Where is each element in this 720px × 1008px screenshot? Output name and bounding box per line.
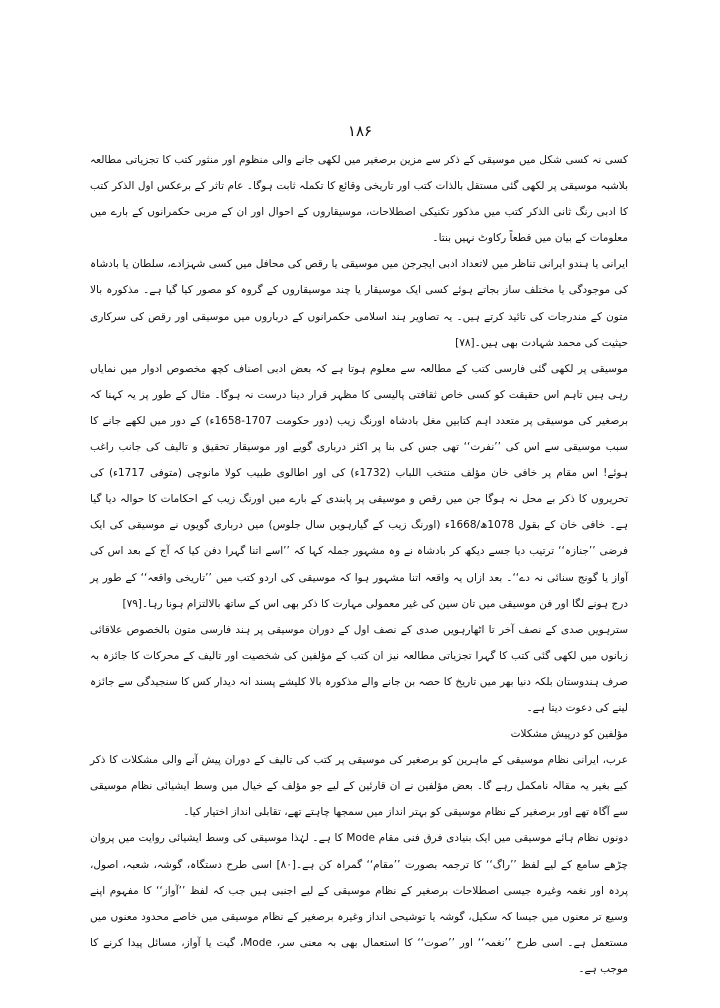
paragraph: سترہویں صدی کے نصف آخر تا اٹھارہویں صدی کے نصف اول کے دوران موسیقی پر ہند فارسی متون بالخصوص علاقائی زبانوں میں لکھی گئی کتب کا گہرا تجزیاتی مطالعہ نیز ان کتب کے مؤلفین کی شخصیت اور تالیف کے محرکات کا جائزہ بہ صرف ہندوستان بلکہ دنیا بھر میں تاریخ کا حصہ بن جانے والے مذکورہ بالا کلیشے پسند انہ دیدار کس کا سنجیدگی سے جائزہ لینے کی دعوت دیتا ہے۔ [90, 623, 628, 714]
page-number: ۱۸۶ [347, 122, 373, 140]
paragraph: عرب، ایرانی نظام موسیقی کے ماہرین کو برصغیر کی موسیقی پر کتب کی تالیف کے دوران پیش آنے والی مشکلات کا ذکر کیے بغیر یہ مقالہ نامکمل رہے گا۔ بعض مؤلفین نے ان قارئین کے لیے جو مؤلف کے خیال میں وسط ایشیائی نظام موسیقی سے آگاہ تھے اور برصغیر کے نظام موسیقی کو بہتر انداز میں سمجھا چاہتے تھے، تقابلی انداز اختیار کیا۔ [90, 754, 628, 819]
paragraph: دونوں نظام ہائے موسیقی میں ایک بنیادی فرق فنی مقام Mode کا ہے۔ لہٰذا موسیقی کی وسط ایشیائی روایت میں پروان چڑھے سامع کے لیے لفظ ’’راگ‘‘ کا ترجمہ بصورت ’’مقام‘‘ گمراہ کن ہے۔[۸۰] اسی طرح دستگاہ، گوشہ، شعبہ، اصول، پردہ اور نغمہ وغیرہ جیسی اصطلاحات برصغیر کے نظام موسیقی کے لیے اجنبی ہیں جب کہ لفظ ’’آواز‘‘ کا مفہوم اپنے وسیع تر معنوں میں جیسا کہ سکیل، گوشہ یا توشیحی انداز وغیرہ برصغیر کے نظام موسیقی میں خاصے محدود معنوں میں مستعمل ہے۔ اسی طرح ’’نغمہ‘‘ اور ’’صوت‘‘ کا استعمال بھی بہ معنی سر، Mode، گیت یا آواز، مسائل پیدا کرنے کا موجب ہے۔ [90, 832, 628, 975]
section-heading: مؤلفین کو درپیش مشکلات [510, 728, 628, 741]
document-body [90, 147, 628, 982]
paragraph: کسی نہ کسی شکل میں موسیقی کے ذکر سے مزین برصغیر میں لکھی جانے والی منظوم اور منثور کتب کا تجزیاتی مطالعہ بلاشبہ موسیقی پر لکھی گئی مستقل بالذات کتب اور تاریخی وقائع کا تکملہ ثابت ہوگا۔ عام تاثر کے برعکس اول الذکر کتب کا ادبی رنگ ثانی الذکر کتب میں مذکور تکنیکی اصطلاحات، موسیقاروں کے احوال اور ان کے مربی حکمرانوں کے بارے میں معلومات کے بیان میں قطعاً رکاوٹ نہیں بنتا۔ [90, 154, 628, 245]
paragraph: موسیقی پر لکھی گئی فارسی کتب کے مطالعہ سے معلوم ہوتا ہے کہ بعض ادبی اصناف کچھ مخصوص ادوار میں نمایاں رہی ہیں تاہم اس حقیقت کو کسی خاص ثقافتی پالیسی کا مظہر قرار دینا درست نہ ہوگا۔ مثال کے طور پر یہ کہنا کہ برصغیر کی موسیقی پر متعدد اہم کتابیں مغل بادشاہ اورنگ زیب (دور حکومت 1707-1658ء) کے دور میں لکھے جانے کا سبب موسیقی سے اس کی ’’نفرت‘‘ تھی جس کی بنا پر اکثر درباری گویے اور موسیقار تحقیق و تالیف کی جانب راغب ہوئے! اس مقام پر خافی خان مؤلف منتخب اللباب (1732ء) کی اور اطالوی طبیب کولا مانوچی (متوفی 1717ء) کی تحریروں کا ذکر بے محل نہ ہوگا جن میں رقص و موسیقی پر پابندی کے بارے میں اورنگ زیب کے احکامات کا حوالہ دیا گیا ہے۔ خافی خان کے بقول 1078ھ/1668ء (اورنگ زیب کے گیارہویں سال جلوس) میں درباری گویوں نے موسیقی کی ایک فرضی ’’جنازہ‘‘ ترتیب دیا جسے دیکھ کر بادشاہ نے وہ مشہور جملہ کہا کہ ’’اسے اتنا گہرا دفن کیا کہ آج کے بعد اس کی آواز یا گونج سنائی نہ دے‘‘۔ بعد ازاں یہ واقعہ اتنا مشہور ہوا کہ موسیقی کی اردو کتب میں ’’تاریخی واقعہ‘‘ کے طور پر درج ہونے لگا اور فن موسیقی میں تان سین کی غیر معمولی مہارت کا ذکر بھی اس کے ساتھ بالالتزام ہونا رہا۔[۷۹] [90, 362, 628, 610]
paragraph: ایرانی یا ہندو ایرانی تناظر میں لاتعداد ادبی ایجرجن میں موسیقی یا رقص کی محافل میں کسی شہزادے، سلطان یا بادشاہ کی موجودگی یا مختلف ساز بجاتے ہوئے کسی ایک موسیقار یا چند موسیقاروں کے گروہ کو مصور کیا گیا ہے۔ مذکورہ بالا متون کے مندرجات کی تائید کرتے ہیں۔ یہ تصاویر ہند اسلامی حکمرانوں کے درباروں میں موسیقی اور رقص کی سرکاری حیثیت کی محمد شہادت بھی ہیں۔[۷۸] [90, 258, 628, 349]
